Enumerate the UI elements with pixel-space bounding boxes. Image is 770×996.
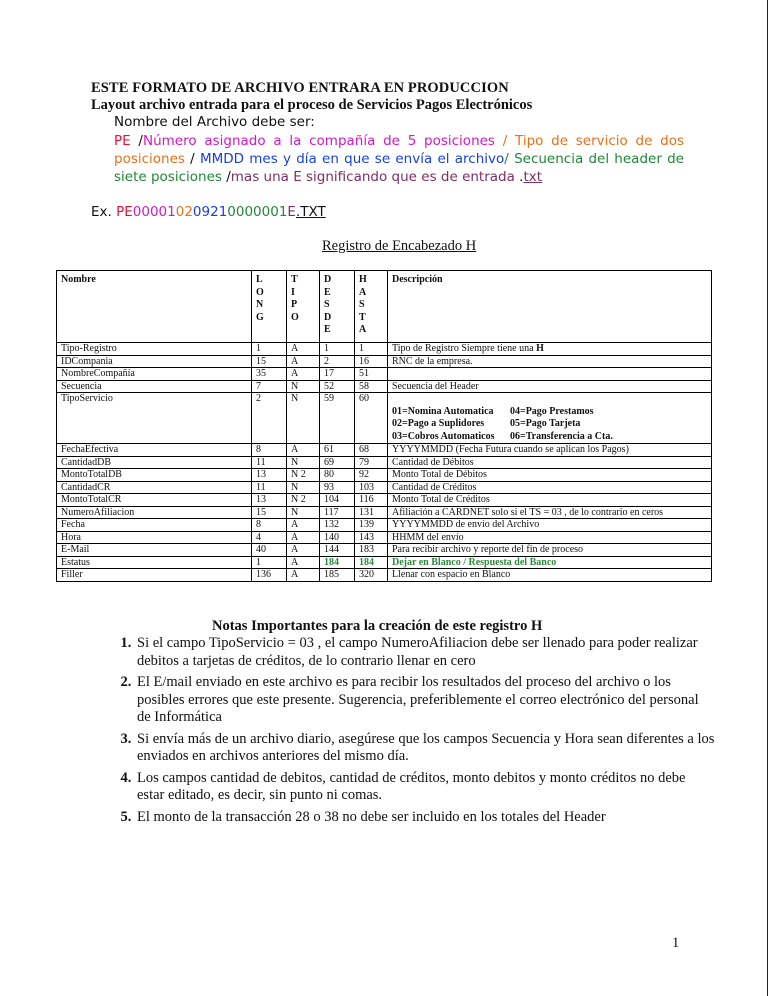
notes-list bbox=[105, 635, 715, 830]
cell-tipo: N 2 bbox=[287, 494, 320, 507]
cell-tipo: A bbox=[287, 556, 320, 569]
cell-nombre: Fecha bbox=[57, 519, 252, 532]
cell-descripcion bbox=[388, 368, 712, 381]
table-row bbox=[57, 494, 712, 507]
cell-hasta: 58 bbox=[355, 380, 388, 393]
cell-descripcion: Secuencia del Header bbox=[388, 380, 712, 393]
cell-descripcion: HHMM del envío bbox=[388, 531, 712, 544]
cell-desde: 185 bbox=[320, 569, 355, 582]
cell-long: 1 bbox=[252, 556, 287, 569]
cell-hasta: 92 bbox=[355, 469, 388, 482]
spec-dot: . bbox=[514, 169, 524, 185]
file-name-label: Nombre del Archivo debe ser: bbox=[114, 114, 315, 130]
cell-long: 15 bbox=[252, 506, 287, 519]
cell-hasta: 1 bbox=[355, 343, 388, 356]
cell-desde: 1 bbox=[320, 343, 355, 356]
cell-long: 35 bbox=[252, 368, 287, 381]
cell-descripcion: Monto Total de Créditos bbox=[388, 494, 712, 507]
cell-desde: 69 bbox=[320, 456, 355, 469]
spec-sep: / bbox=[221, 169, 231, 185]
cell-nombre: Estatus bbox=[57, 556, 252, 569]
service-type-line bbox=[392, 393, 707, 406]
example-entry-flag: E bbox=[287, 204, 296, 220]
table-row bbox=[57, 343, 712, 356]
spec-service-type: Tipo de servicio de dos posiciones bbox=[114, 133, 685, 167]
cell-long: 11 bbox=[252, 456, 287, 469]
cell-tipo: A bbox=[287, 544, 320, 557]
page-number: 1 bbox=[672, 935, 680, 951]
cell-long: 7 bbox=[252, 380, 287, 393]
cell-long: 11 bbox=[252, 481, 287, 494]
cell-desde: 144 bbox=[320, 544, 355, 557]
example-company: 00001 bbox=[132, 204, 176, 220]
example-pe: PE bbox=[116, 204, 133, 220]
cell-tipo: A bbox=[287, 531, 320, 544]
note-item: 2. El E/mail enviado en este archivo es para recibir los resultados del proceso del archivo o los posibles errores que este presente. Sugerencia, preferiblemente el correo electrónico del personal de Informática bbox=[135, 674, 715, 727]
table-row bbox=[57, 556, 712, 569]
cell-nombre: CantidadDB bbox=[57, 456, 252, 469]
cell-long: 4 bbox=[252, 531, 287, 544]
cell-hasta: 116 bbox=[355, 494, 388, 507]
page-edge-line bbox=[767, 0, 768, 996]
spec-extension: txt bbox=[523, 169, 543, 185]
notes-title: Notas Importantes para la creación de este registro H bbox=[212, 618, 543, 634]
cell-tipo: N bbox=[287, 380, 320, 393]
cell-descripcion: YYYYMMDD de envío del Archivo bbox=[388, 519, 712, 532]
cell-tipo: N bbox=[287, 456, 320, 469]
cell-nombre: Hora bbox=[57, 531, 252, 544]
cell-hasta: 143 bbox=[355, 531, 388, 544]
cell-nombre: Secuencia bbox=[57, 380, 252, 393]
cell-descripcion: Para recibir archivo y reporte del fin de proceso bbox=[388, 544, 712, 557]
cell-nombre: FechaEfectiva bbox=[57, 444, 252, 457]
format-notice-heading: ESTE FORMATO DE ARCHIVO ENTRARA EN PRODUCCION bbox=[91, 80, 509, 96]
cell-desde: 61 bbox=[320, 444, 355, 457]
cell-desde: 104 bbox=[320, 494, 355, 507]
cell-descripcion: RNC de la empresa. bbox=[388, 355, 712, 368]
table-row bbox=[57, 544, 712, 557]
spec-sep: / bbox=[494, 133, 515, 149]
cell-hasta: 60 bbox=[355, 393, 388, 444]
cell-desde: 117 bbox=[320, 506, 355, 519]
service-type-line: 02=Pago a Suplidores 05=Pago Tarjeta bbox=[392, 418, 581, 429]
cell-long: 40 bbox=[252, 544, 287, 557]
header-descripcion: Descripción bbox=[388, 271, 712, 343]
example-prefix: Ex. bbox=[91, 204, 117, 220]
cell-long: 136 bbox=[252, 569, 287, 582]
cell-tipo: N bbox=[287, 506, 320, 519]
cell-long: 2 bbox=[252, 393, 287, 444]
cell-hasta: 184 bbox=[355, 556, 388, 569]
spec-entry-flag: mas una E significando que es de entrada bbox=[230, 169, 515, 185]
spec-sequence: Secuencia del header de siete posiciones bbox=[114, 151, 684, 185]
table-row bbox=[57, 444, 712, 457]
table-row bbox=[57, 531, 712, 544]
cell-nombre: Tipo-Registro bbox=[57, 343, 252, 356]
table-row bbox=[57, 380, 712, 393]
service-type-line: 03=Cobros Automaticos 06=Transferencia a Cta. bbox=[392, 430, 613, 442]
cell-long: 13 bbox=[252, 469, 287, 482]
spec-sep: / bbox=[184, 151, 200, 167]
cell-desde: 132 bbox=[320, 519, 355, 532]
cell-long: 8 bbox=[252, 519, 287, 532]
note-item: 1. Si el campo TipoServicio = 03 , el campo NumeroAfiliacion debe ser llenado para poder realizar debitos a tarjetas de créditos, de lo contrario llenar en cero bbox=[135, 635, 715, 670]
cell-desde: 17 bbox=[320, 368, 355, 381]
cell-tipo: A bbox=[287, 355, 320, 368]
header-tipo: T I P O bbox=[287, 271, 320, 343]
note-item: 4. Los campos cantidad de debitos, cantidad de créditos, monto debitos y monto créditos no debe estar editado, es decir, sin punto ni comas. bbox=[135, 770, 715, 805]
layout-title: Layout archivo entrada para el proceso de Servicios Pagos Electrónicos bbox=[91, 97, 533, 113]
header-long: L O N G bbox=[252, 271, 287, 343]
cell-descripcion: Cantidad de Débitos bbox=[388, 456, 712, 469]
cell-desde: 80 bbox=[320, 469, 355, 482]
example-mmdd: 0921 bbox=[192, 204, 228, 220]
example-sequence: 0000001 bbox=[227, 204, 288, 220]
cell-long: 15 bbox=[252, 355, 287, 368]
note-item: 5. El monto de la transacción 28 o 38 no debe ser incluido en los totales del Header bbox=[135, 809, 715, 827]
note-item: 3. Si envía más de un archivo diario, asegúrese que los campos Secuencia y Hora sean diferentes a los enviados en archivos anteriores del mismo día. bbox=[135, 731, 715, 766]
table-header-row bbox=[57, 271, 712, 343]
cell-desde: 59 bbox=[320, 393, 355, 444]
cell-desde: 52 bbox=[320, 380, 355, 393]
table-row bbox=[57, 469, 712, 482]
spec-sep: / bbox=[130, 133, 143, 149]
cell-long: 13 bbox=[252, 494, 287, 507]
cell-long: 8 bbox=[252, 444, 287, 457]
cell-descripcion bbox=[388, 393, 712, 444]
cell-nombre: IDCompania bbox=[57, 355, 252, 368]
cell-descripcion: Tipo de Registro Siempre tiene una H bbox=[388, 343, 712, 356]
cell-descripcion: Dejar en Blanco / Respuesta del Banco bbox=[388, 556, 712, 569]
spec-pe: PE bbox=[114, 133, 131, 149]
spec-company-number: Número asignado a la compañía de 5 posiciones bbox=[142, 133, 495, 149]
cell-tipo: A bbox=[287, 368, 320, 381]
cell-nombre: NumeroAfiliacion bbox=[57, 506, 252, 519]
table-row bbox=[57, 519, 712, 532]
cell-tipo: A bbox=[287, 343, 320, 356]
cell-nombre: MontoTotalDB bbox=[57, 469, 252, 482]
header-nombre: Nombre bbox=[57, 271, 252, 343]
header-hasta: H A S T A bbox=[355, 271, 388, 343]
example-extension: .TXT bbox=[295, 204, 326, 220]
cell-tipo: A bbox=[287, 569, 320, 582]
cell-desde: 184 bbox=[320, 556, 355, 569]
cell-nombre: E-Mail bbox=[57, 544, 252, 557]
cell-tipo: N 2 bbox=[287, 469, 320, 482]
file-name-example bbox=[91, 204, 326, 220]
header-desde: D E S D E bbox=[320, 271, 355, 343]
spec-sep: / bbox=[504, 151, 515, 167]
cell-tipo: N bbox=[287, 481, 320, 494]
cell-tipo: A bbox=[287, 519, 320, 532]
table-row bbox=[57, 481, 712, 494]
cell-descripcion: YYYYMMDD (Fecha Futura cuando se aplican los Pagos) bbox=[388, 444, 712, 457]
table-row bbox=[57, 355, 712, 368]
cell-hasta: 79 bbox=[355, 456, 388, 469]
table-row bbox=[57, 569, 712, 582]
table-title: Registro de Encabezado H bbox=[322, 238, 477, 254]
cell-hasta: 139 bbox=[355, 519, 388, 532]
cell-hasta: 183 bbox=[355, 544, 388, 557]
cell-nombre: CantidadCR bbox=[57, 481, 252, 494]
cell-hasta: 16 bbox=[355, 355, 388, 368]
table-row bbox=[57, 368, 712, 381]
cell-hasta: 103 bbox=[355, 481, 388, 494]
cell-tipo: A bbox=[287, 444, 320, 457]
spec-mmdd: MMDD mes y día en que se envía el archivo bbox=[199, 151, 505, 167]
cell-tipo: N bbox=[287, 393, 320, 444]
cell-descripcion: Afiliación a CARDNET solo si el TS = 03 , de lo contrario en ceros bbox=[388, 506, 712, 519]
header-record-table bbox=[56, 270, 712, 582]
table-row bbox=[57, 506, 712, 519]
cell-descripcion: Llenar con espacio en Blanco bbox=[388, 569, 712, 582]
file-name-spec bbox=[114, 132, 684, 186]
cell-nombre: Filler bbox=[57, 569, 252, 582]
cell-hasta: 51 bbox=[355, 368, 388, 381]
cell-descripcion: Cantidad de Créditos bbox=[388, 481, 712, 494]
cell-nombre: NombreCompañía bbox=[57, 368, 252, 381]
cell-desde: 140 bbox=[320, 531, 355, 544]
table-row bbox=[57, 393, 712, 444]
cell-hasta: 131 bbox=[355, 506, 388, 519]
cell-desde: 2 bbox=[320, 355, 355, 368]
cell-hasta: 68 bbox=[355, 444, 388, 457]
cell-desde: 93 bbox=[320, 481, 355, 494]
example-service: 02 bbox=[175, 204, 193, 220]
cell-nombre: MontoTotalCR bbox=[57, 494, 252, 507]
cell-long: 1 bbox=[252, 343, 287, 356]
cell-hasta: 320 bbox=[355, 569, 388, 582]
service-type-line: 01=Nomina Automatica 04=Pago Prestamos bbox=[392, 405, 594, 417]
table-row bbox=[57, 456, 712, 469]
cell-descripcion: Monto Total de Débitos bbox=[388, 469, 712, 482]
cell-nombre: TipoServicio bbox=[57, 393, 252, 444]
